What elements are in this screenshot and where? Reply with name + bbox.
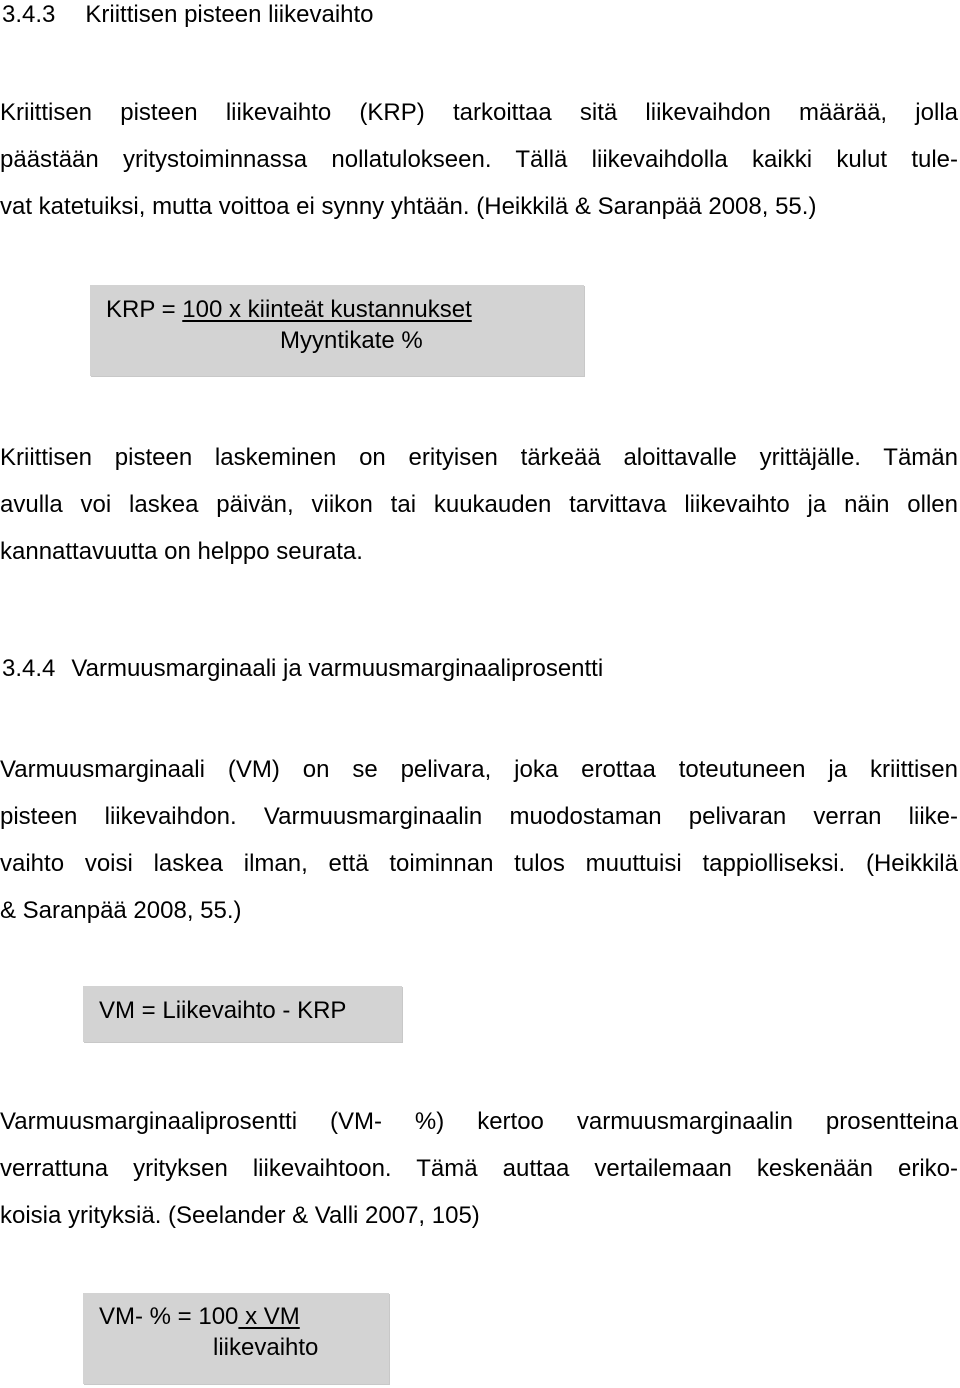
section-heading-3-4-3 — [2, 0, 374, 30]
formula-box-vm-percent — [83, 1293, 389, 1384]
section-title: Kriittisen pisteen liikevaihto — [85, 1, 374, 28]
paragraph-line: kannattavuutta on helppo seurata. — [0, 538, 363, 565]
section-number: 3.4.3 — [2, 1, 56, 28]
paragraph-line: Varmuusmarginaaliprosentti (VM- %) kertoo varmuusmarginaalin prosentteina — [0, 1108, 958, 1135]
paragraph-line: Kriittisen pisteen laskeminen on erityisen tärkeää aloittavalle yrittäjälle. Tämän — [0, 444, 958, 471]
section-heading-3-4-4 — [2, 654, 603, 684]
paragraph-line: vaihto voisi laskea ilman, että toiminnan tulos muuttuisi tappiolliseksi. (Heikkilä — [0, 850, 958, 877]
paragraph-krp-definition — [0, 89, 958, 230]
formula-lhs: VM- % = 100 — [99, 1303, 239, 1330]
formula-vmp-line — [99, 1302, 300, 1332]
formula-numerator: x VM — [238, 1303, 300, 1330]
formula-denominator: liikevaihto — [213, 1334, 319, 1361]
paragraph-line: & Saranpää 2008, 55.) — [0, 897, 242, 924]
paragraph-line: Kriittisen pisteen liikevaihto (KRP) tarkoittaa sitä liikevaihdon määrää, jolla — [0, 99, 958, 126]
formula-vm-text: VM = Liikevaihto - KRP — [99, 997, 347, 1024]
paragraph-line: pisteen liikevaihdon. Varmuusmarginaalin muodostaman pelivaran verran liike- — [0, 803, 958, 830]
paragraph-line: verrattuna yrityksen liikevaihtoon. Tämä auttaa vertailemaan keskenään eriko- — [0, 1155, 958, 1182]
paragraph-line: vat katetuiksi, mutta voittoa ei synny yhtään. (Heikkilä & Saranpää 2008, 55.) — [0, 193, 817, 220]
paragraph-krp-importance — [0, 434, 958, 575]
formula-box-krp — [90, 285, 584, 376]
section-title: Varmuusmarginaali ja varmuusmarginaaliprosentti — [71, 655, 604, 682]
paragraph-line: päästään yritystoiminnassa nollatulokseen. Tällä liikevaihdolla kaikki kulut tule- — [0, 146, 958, 173]
paragraph-line: Varmuusmarginaali (VM) on se pelivara, joka erottaa toteutuneen ja kriittisen — [0, 756, 958, 783]
formula-krp-line — [106, 295, 472, 325]
formula-numerator: 100 x kiinteät kustannukset — [182, 296, 472, 323]
formula-box-vm — [83, 986, 402, 1042]
formula-lhs: KRP = — [106, 296, 183, 323]
paragraph-vm-percent — [0, 1098, 958, 1239]
paragraph-line: avulla voi laskea päivän, viikon tai kuukauden tarvittava liikevaihto ja näin ollen — [0, 491, 958, 518]
formula-denominator: Myyntikate % — [280, 327, 423, 354]
section-number: 3.4.4 — [2, 655, 56, 682]
paragraph-vm-definition — [0, 746, 958, 934]
paragraph-line: koisia yrityksiä. (Seelander & Valli 2007, 105) — [0, 1202, 480, 1229]
